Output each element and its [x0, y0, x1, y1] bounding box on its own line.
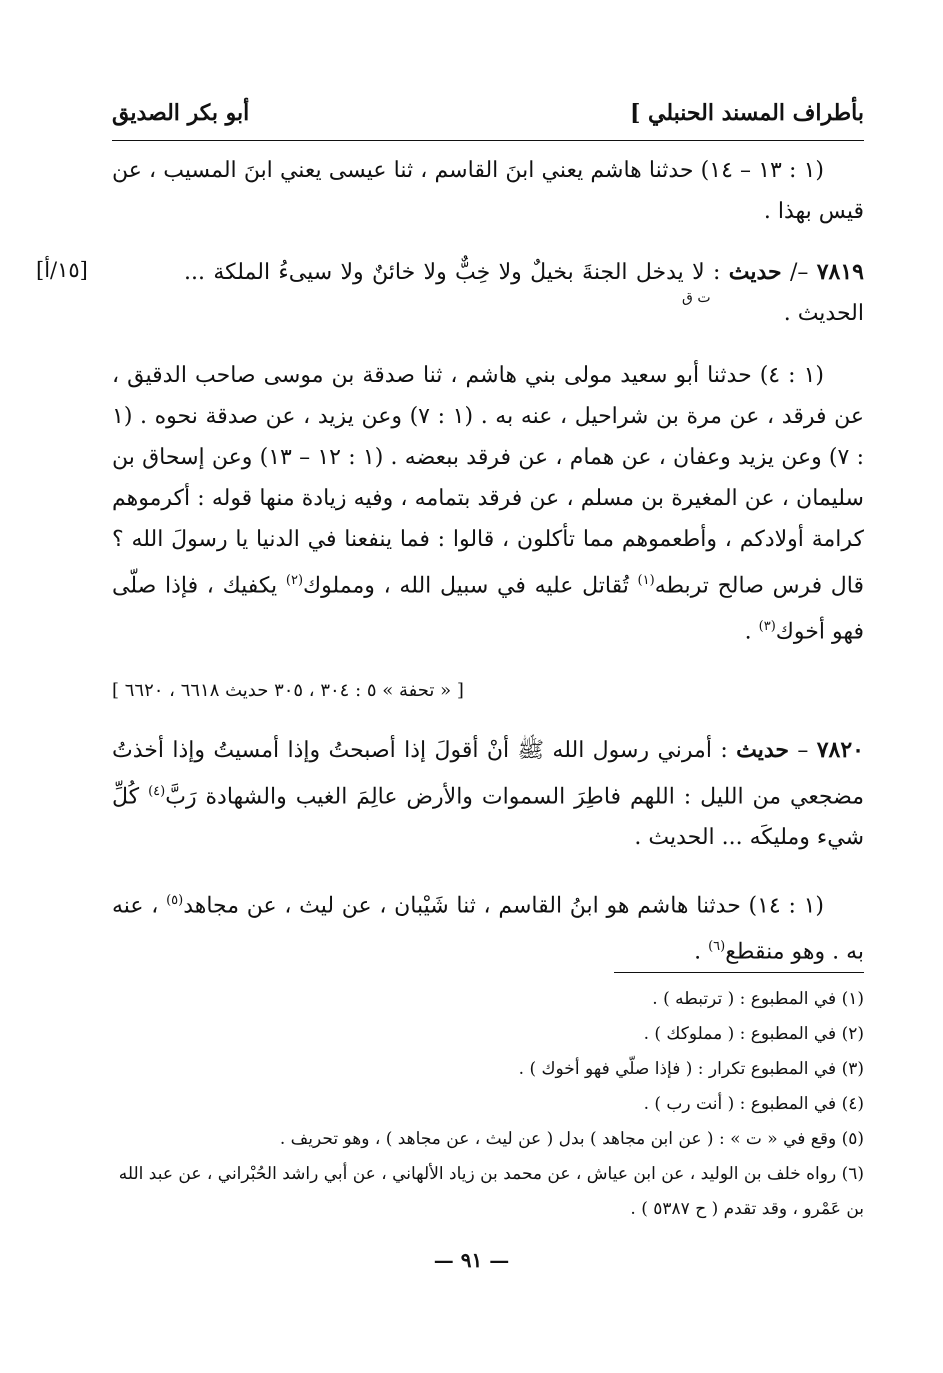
- hadith-separator: –: [788, 738, 817, 763]
- isnad-text: تُقاتل عليه في سبيل الله ، ومملوك: [303, 573, 638, 599]
- isnad-paragraph-1: [112, 150, 864, 232]
- isnad-text: (١ : ١٣ – ١٤) حدثنا هاشم يعني ابنَ القاسم ، ثنا عيسى يعني ابنَ المسيب ، عن قيس بهذا .: [112, 158, 864, 224]
- footnote-5: (٥) وقع في « ت » : ( عن ابن مجاهد ) بدل ( عن ليث ، عن مجاهد ) ، وهو تحريف .: [279, 1129, 864, 1149]
- hadith-text: : أمرني رسول الله ﷺ أنْ أقولَ إذا أصبحتُ وإذا أمسيتُ وإذا أخذتُ مضجعي من الليل : اللهم فاطِرَ السموات والأرض عالِمَ الغيب والشهادة رَبَّ: [112, 738, 864, 810]
- footnote-6: (٦) رواه خلف بن الوليد ، عن ابن عياش ، عن محمد بن زياد الألهاني ، عن أبي راشد الحُبْراني ، عن عبد الله بن عَمْرو ، وقد تقدم ( ح ٥٣٨٧ ) .: [118, 1164, 864, 1219]
- footnote-2: (٢) في المطبوع : ( مملوكك ) .: [643, 1024, 864, 1044]
- footnote-marker: (٥): [166, 893, 184, 908]
- source-sigla: ت ق: [682, 290, 711, 306]
- hadith-7820: [112, 730, 864, 858]
- header-rule: [112, 140, 864, 141]
- footnotes: [112, 982, 864, 1227]
- isnad-text: (١ : ١٤) حدثنا هاشم هو ابنُ القاسم ، ثنا شَيْبان ، عن ليث ، عن مجاهد: [183, 893, 824, 919]
- footnote-marker: (٦): [708, 939, 726, 955]
- isnad-paragraph-2: [112, 355, 864, 653]
- isnad-text: يكفيك ، فإذا صلّى فهو أخوك: [112, 573, 864, 645]
- page-header: [112, 100, 864, 134]
- running-title: بأطراف المسند الحنبلي ]: [629, 100, 864, 126]
- isnad-text: .: [744, 619, 759, 645]
- footnote-rule: [614, 972, 864, 973]
- manuscript-folio-ref: [١٥/أ]: [36, 258, 88, 282]
- hadith-7819: [184, 252, 864, 334]
- isnad-paragraph-3: [112, 880, 864, 973]
- hadith-number: ٧٨١٩: [816, 259, 864, 285]
- hadith-label: حديث: [736, 737, 789, 763]
- tuhfa-reference: [ « تحفة » ٥ : ٣٠٤ ، ٣٠٥ حديث ٦٦١٨ ، ٦٦٢٠ ]: [112, 680, 464, 701]
- footnote-marker: (٣): [758, 619, 776, 635]
- hadith-text: : لا يدخل الجنةَ بخيلٌ ولا خِبٌّ ولا خائنٌ ولا سيىءُ الملكة ... الحديث .: [184, 260, 864, 326]
- footnote-4: (٤) في المطبوع : ( أنت رب ) .: [643, 1094, 864, 1114]
- hadith-label: حديث: [728, 259, 782, 285]
- footnote-marker: (٤): [148, 784, 166, 799]
- section-title: أبو بكر الصديق: [112, 100, 250, 126]
- isnad-text: ، عنه به . وهو منقطع: [112, 893, 864, 965]
- hadith-separator: –/: [781, 260, 817, 285]
- hadith-text: كُلِّ شيء ومليكَه ... الحديث .: [112, 784, 864, 851]
- page-number: — ٩١ —: [433, 1248, 510, 1272]
- isnad-text: .: [694, 939, 709, 965]
- isnad-text: (١ : ٤) حدثنا أبو سعيد مولى بني هاشم ، ثنا صدقة بن موسى صاحب الدقيق ، عن فرقد ، عن مرة بن شراحيل ، عنه به . (١ : ٧) وعن يزيد ، عن صدقة نحوه . (١ : ٧) وعن يزيد وعفان ، عن همام ، عن فرقد ببعضه . (١ : ١٢ – ١٣) وعن إسحاق بن سليمان ، عن المغيرة بن مسلم ، عن فرقد بتمامه ، وفيه زيادة منها قوله : أكرموهم كرامة أولادكم ، وأطعموهم مما تأكلون ، قالوا : فما ينفعنا في الدنيا يا رسولَ الله ؟ قال فرس صالح تربطه: [112, 363, 865, 599]
- footnote-marker: (٢): [285, 573, 304, 588]
- hadith-number: ٧٨٢٠: [816, 737, 864, 763]
- footnote-3: (٣) في المطبوع تكرار : ( فإذا صلّي فهو أخوك ) .: [518, 1059, 864, 1079]
- footnote-1: (١) في المطبوع : ( ترتبطه ) .: [652, 989, 864, 1009]
- footnote-marker: (١): [637, 573, 655, 588]
